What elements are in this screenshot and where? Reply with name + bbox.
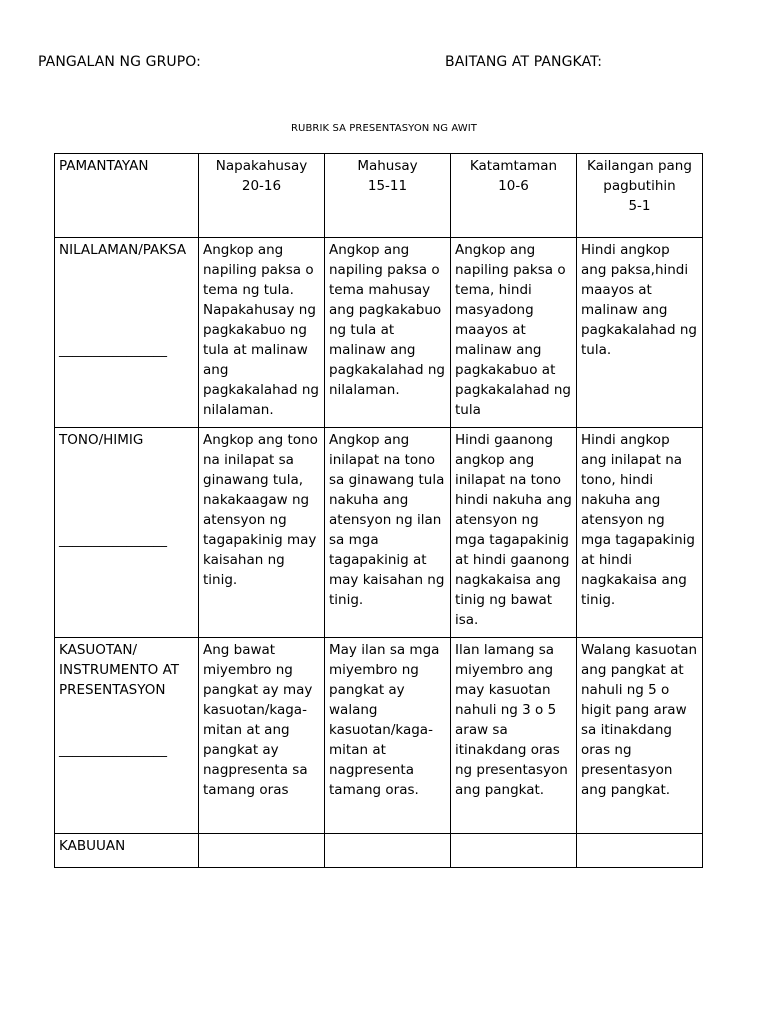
rubric-cell: Hindi gaanong angkop ang inilapat na tono hindi nakuha ang atensyon ng mga tagapakinig at hindi gaanong nagkakaisa ang tinig ng bawat isa. <box>451 428 577 638</box>
rubric-cell: May ilan sa mga miyembro ng pangkat ay walang kasuotan/kaga-mitan at nagpresenta tamang oras. <box>325 638 451 834</box>
level-header-kailangan-pang-pagbutihin <box>577 154 703 238</box>
level-range: 10-6 <box>498 178 529 194</box>
score-blank: ________________ <box>59 342 167 358</box>
rubric-cell: Angkop ang inilapat na tono sa ginawang tula nakuha ang atensyon ng ilan sa mga tagapakinig at may kaisahan ng tinig. <box>325 428 451 638</box>
total-label: KABUUAN <box>55 834 199 868</box>
rubric-cell: Ang bawat miyembro ng pangkat ay may kasuotan/kaga-mitan at ang pangkat ay nagpresenta sa tamang oras <box>199 638 325 834</box>
criterion-cell <box>55 238 199 428</box>
table-row <box>55 638 703 834</box>
rubric-title: RUBRIK SA PRESENTASYON NG AWIT <box>290 123 478 134</box>
level-header-katamtaman <box>451 154 577 238</box>
level-name: Kailangan pang pagbutihin <box>587 158 692 194</box>
rubric-cell: Walang kasuotan ang pangkat at nahuli ng 5 o higit pang araw sa itinakdang oras ng presentasyon ang pangkat. <box>577 638 703 834</box>
rubric-cell: Angkop ang tono na inilapat sa ginawang tula, nakakaagaw ng atensyon ng tagapakinig may kaisahan ng tinig. <box>199 428 325 638</box>
rubric-cell: Angkop ang napiling paksa o tema, hindi masyadong maayos at malinaw ang pagkakabuo at pagkakalahad ng tula <box>451 238 577 428</box>
table-row <box>55 428 703 638</box>
level-name: Mahusay <box>357 158 418 174</box>
rubric-cell: Angkop ang napiling paksa o tema mahusay ang pagkakabuo ng tula at malinaw ang pagkakalahad ng nilalaman. <box>325 238 451 428</box>
criterion-label: TONO/HIMIG <box>59 432 144 448</box>
level-header-mahusay <box>325 154 451 238</box>
level-range: 20-16 <box>241 178 282 194</box>
criterion-cell <box>55 428 199 638</box>
score-blank: ________________ <box>59 532 167 548</box>
total-cell <box>199 834 325 868</box>
rubric-cell: Ilan lamang sa miyembro ang may kasuotan nahuli ng 3 o 5 araw sa itinakdang oras ng presentasyon ang pangkat. <box>451 638 577 834</box>
rubric-table <box>54 153 703 868</box>
rubric-cell: Angkop ang napiling paksa o tema ng tula. Napakahusay ng pagkakabuo ng tula at malinaw ang pagkakalahad ng nilalaman. <box>199 238 325 428</box>
criterion-cell <box>55 638 199 834</box>
criteria-header: PAMANTAYAN <box>55 154 199 238</box>
rubric-cell: Hindi angkop ang inilapat na tono, hindi nakuha ang atensyon ng mga tagapakinig at hindi nagkakaisa ang tinig. <box>577 428 703 638</box>
grade-section-label: BAITANG AT PANGKAT: <box>445 54 603 70</box>
level-range: 15-11 <box>367 178 408 194</box>
total-cell <box>451 834 577 868</box>
table-row <box>55 238 703 428</box>
criterion-label: NILALAMAN/PAKSA <box>59 242 187 258</box>
level-range: 5-1 <box>628 198 651 214</box>
total-row <box>55 834 703 868</box>
criterion-label: KASUOTAN/ INSTRUMENTO AT PRESENTASYON <box>59 642 180 698</box>
score-blank: ________________ <box>59 742 167 758</box>
rubric-cell: Hindi angkop ang paksa,hindi maayos at malinaw ang pagkakalahad ng tula. <box>577 238 703 428</box>
level-name: Katamtaman <box>469 158 558 174</box>
group-name-label: PANGALAN NG GRUPO: <box>38 54 201 70</box>
level-header-napakahusay <box>199 154 325 238</box>
header-row <box>55 154 703 238</box>
total-cell <box>325 834 451 868</box>
total-cell <box>577 834 703 868</box>
level-name: Napakahusay <box>215 158 308 174</box>
